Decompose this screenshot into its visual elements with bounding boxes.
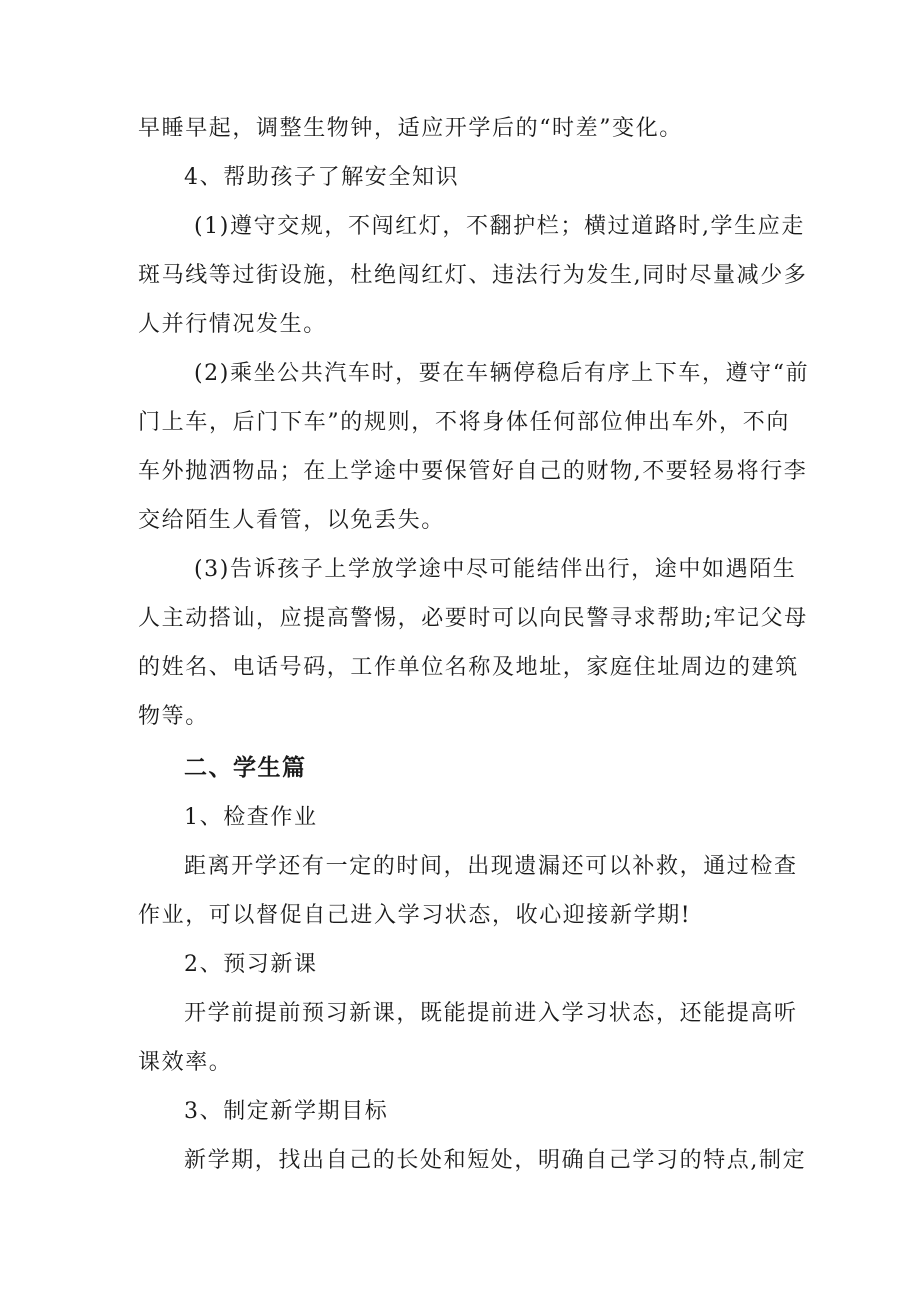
paragraph-line: (3)告诉孩子上学放学途中尽可能结伴出行，途中如遇陌生 <box>194 557 797 582</box>
paragraph-line: (2)乘坐公共汽车时，要在车辆停稳后有序上下车，遵守“前 <box>194 361 810 386</box>
paragraph-line: 人并行情况发生。 <box>138 312 327 337</box>
paragraph-line: 斑马线等过街设施，杜绝闯红灯、违法行为发生,同时尽量减少多 <box>138 263 808 288</box>
paragraph-line: 的姓名、电话号码，工作单位名称及地址，家庭住址周边的建筑 <box>138 655 799 680</box>
paragraph-line: 人主动搭讪，应提高警惕，必要时可以向民警寻求帮助;牢记父母 <box>138 606 808 631</box>
paragraph-line: 作业，可以督促自己进入学习状态，收心迎接新学期! <box>138 903 692 928</box>
paragraph-line: 距离开学还有一定的时间，出现遗漏还可以补救，通过检查 <box>184 854 798 879</box>
paragraph-line: 早睡早起，调整生物钟，适应开学后的“时差”变化。 <box>138 116 683 141</box>
paragraph-line: 开学前提前预习新课，既能提前进入学习状态，还能提高听 <box>184 1001 798 1026</box>
document-page <box>138 104 810 1185</box>
paragraph-line: 交给陌生人看管，以免丢失。 <box>138 508 445 533</box>
section-heading: 二、学生篇 <box>184 755 307 781</box>
subsection-title: 2、预习新课 <box>184 952 318 977</box>
subsection-title: 3、制定新学期目标 <box>184 1099 389 1124</box>
paragraph-line: (1)遵守交规，不闯红灯，不翻护栏；横过道路时,学生应走 <box>194 214 805 239</box>
paragraph-line: 新学期，找出自己的长处和短处，明确自己学习的特点,制定 <box>184 1148 807 1173</box>
paragraph-line: 课效率。 <box>138 1050 233 1075</box>
subsection-title: 4、帮助孩子了解安全知识 <box>184 165 460 190</box>
paragraph-line: 门上车，后门下车”的规则，不将身体任何部位伸出车外，不向 <box>138 410 790 435</box>
paragraph-line: 物等。 <box>138 704 209 729</box>
subsection-title: 1、检查作业 <box>184 805 318 830</box>
paragraph-line: 车外抛洒物品；在上学途中要保管好自己的财物,不要轻易将行李 <box>138 459 808 484</box>
